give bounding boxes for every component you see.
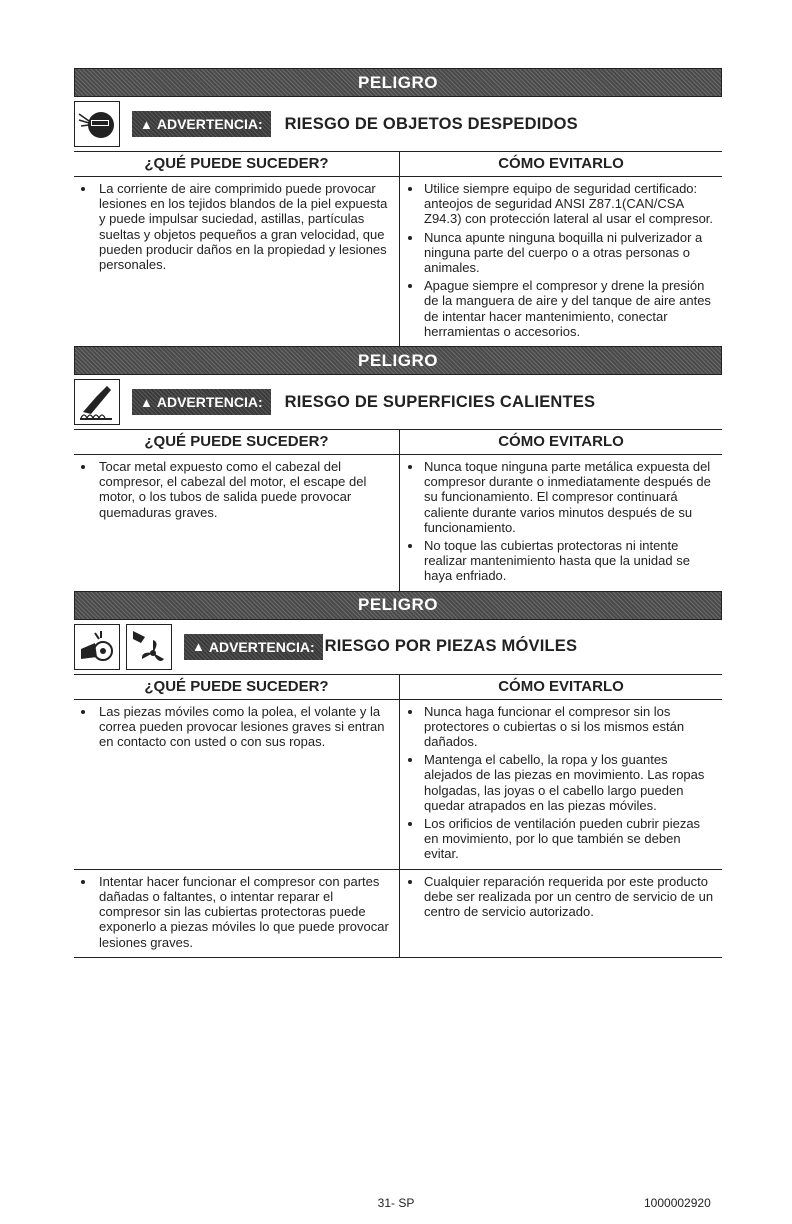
warning-label bbox=[132, 389, 271, 415]
what-can-happen-header: ¿QUÉ PUEDE SUCEDER? bbox=[74, 675, 400, 699]
what-can-happen-header: ¿QUÉ PUEDE SUCEDER? bbox=[74, 152, 400, 176]
warning-triangle-icon: ▲ bbox=[192, 639, 205, 655]
list-item: La corriente de aire comprimido puede provocar lesiones en los tejidos blandos de la piel expuesta y puede impulsar suciedad, astillas, partículas sueltas y objetos pequeños a gran velocidad, que pueden producir daños en la propiedad y lesiones personales. bbox=[74, 181, 395, 272]
hazard-title: RIESGO POR PIEZAS MÓVILES bbox=[324, 637, 578, 656]
column-headers bbox=[74, 675, 722, 700]
column-headers bbox=[74, 152, 722, 177]
list-item: Apague siempre el compresor y drene la presión de la manguera de aire y del tanque de aire antes de intentar hacer mantenimiento, conectar herramientas o accesorios. bbox=[400, 278, 718, 339]
list-item: Nunca toque ninguna parte metálica expuesta del compresor durante o inmediatamente después de su funcionamiento. El compresor continuará caliente durante varios minutos después de su funcionamiento. bbox=[400, 459, 718, 535]
how-to-avoid-cell bbox=[400, 700, 722, 869]
list-item: Cualquier reparación requerida por este producto debe ser realizada por un centro de servicio de un centro de servicio autorizado. bbox=[400, 874, 718, 920]
what-can-happen-cell bbox=[74, 455, 400, 591]
list-item: Utilice siempre equipo de seguridad certificado: anteojos de seguridad ANSI Z87.1(CAN/CSA Z94.3) con protección lateral al usar el compresor. bbox=[400, 181, 718, 227]
hazard-row bbox=[74, 455, 722, 591]
danger-banner-text: PELIGRO bbox=[357, 595, 438, 615]
hazard-row bbox=[74, 700, 722, 870]
how-to-avoid-cell bbox=[400, 870, 722, 957]
hazard-header bbox=[74, 375, 722, 430]
what-can-happen-cell bbox=[74, 700, 400, 869]
page-number: 31- SP bbox=[377, 1196, 415, 1210]
warning-label-text: ADVERTENCIA: bbox=[208, 638, 315, 655]
list-item: No toque las cubiertas protectoras ni intente realizar mantenimiento hasta que la unidad se haya enfriado. bbox=[400, 538, 718, 584]
hazard-header bbox=[74, 97, 722, 152]
what-can-happen-header: ¿QUÉ PUEDE SUCEDER? bbox=[74, 430, 400, 454]
danger-banner-text: PELIGRO bbox=[357, 350, 438, 370]
warning-triangle-icon: ▲ bbox=[140, 116, 153, 132]
eye-protection-icon bbox=[74, 101, 120, 147]
how-to-avoid-header: CÓMO EVITARLO bbox=[498, 155, 624, 172]
what-can-happen-cell bbox=[74, 870, 400, 957]
hazard-title: RIESGO DE OBJETOS DESPEDIDOS bbox=[284, 114, 578, 133]
hazard-header bbox=[74, 620, 722, 675]
list-item: Las piezas móviles como la polea, el volante y la correa pueden provocar lesiones graves si entran en contacto con usted o con sus ropas. bbox=[74, 704, 395, 750]
danger-banner bbox=[74, 68, 722, 97]
warning-label-text: ADVERTENCIA: bbox=[156, 394, 263, 411]
list-item: Mantenga el cabello, la ropa y los guantes alejados de las piezas en movimiento. Las ropas holgadas, las joyas o el cabello largo pueden quedar atrapados en las piezas móviles. bbox=[400, 752, 718, 813]
how-to-avoid-header: CÓMO EVITARLO bbox=[498, 433, 624, 451]
hazard-row bbox=[74, 177, 722, 346]
document-number: 1000002920 bbox=[644, 1196, 711, 1210]
hazard-row bbox=[74, 870, 722, 958]
column-headers bbox=[74, 430, 722, 455]
warning-label-text: ADVERTENCIA: bbox=[156, 116, 263, 132]
what-can-happen-cell bbox=[74, 177, 400, 346]
list-item: Los orificios de ventilación pueden cubrir piezas en movimiento, por lo que también se deben evitar. bbox=[400, 816, 718, 862]
list-item: Intentar hacer funcionar el compresor con partes dañadas o faltantes, o intentar reparar el compresor sin las cubiertas protectoras puede exponerlo a piezas móviles lo que puede provocar lesiones graves. bbox=[74, 874, 395, 950]
how-to-avoid-cell bbox=[400, 455, 722, 591]
danger-banner bbox=[74, 346, 722, 375]
list-item: Nunca apunte ninguna boquilla ni pulverizador a ninguna parte del cuerpo o a otras personas o animales. bbox=[400, 230, 718, 276]
warning-triangle-icon: ▲ bbox=[140, 394, 153, 410]
hot-surface-icon bbox=[74, 379, 120, 425]
warning-label bbox=[184, 634, 323, 660]
danger-banner-text: PELIGRO bbox=[357, 72, 438, 92]
warning-label bbox=[132, 111, 271, 137]
fan-hazard-icon bbox=[126, 624, 172, 670]
how-to-avoid-header: CÓMO EVITARLO bbox=[498, 677, 624, 695]
list-item: Tocar metal expuesto como el cabezal del compresor, el cabezal del motor, el escape del motor, o los tubos de salida puede provocar quemaduras graves. bbox=[74, 459, 395, 520]
how-to-avoid-cell bbox=[400, 177, 722, 346]
danger-banner bbox=[74, 591, 722, 620]
safety-document bbox=[74, 68, 722, 958]
list-item: Nunca haga funcionar el compresor sin los protectores o cubiertas o si los mismos están dañados. bbox=[400, 704, 718, 750]
belt-entanglement-icon bbox=[74, 624, 120, 670]
hazard-title: RIESGO DE SUPERFICIES CALIENTES bbox=[284, 392, 596, 411]
